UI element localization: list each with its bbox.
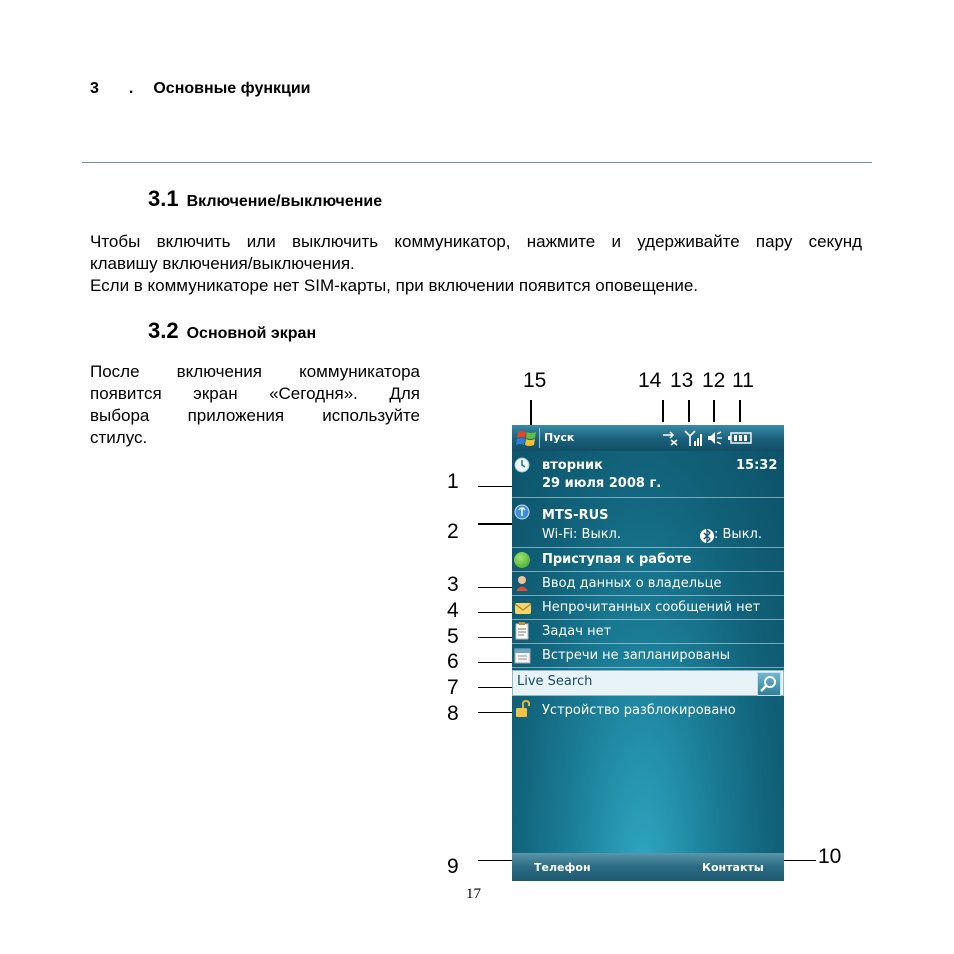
callout-leader — [478, 523, 512, 525]
section-1-paragraph-line1: Чтобы включить или выключить коммуникатор, нажмите и удерживайте пару секунд — [90, 232, 862, 251]
softkey-bar — [512, 853, 784, 881]
chapter-title: Основные функции — [153, 80, 311, 97]
title-separator — [539, 428, 540, 448]
signal-icon[interactable] — [684, 429, 702, 447]
callout-13: 13 — [670, 369, 694, 392]
getting-started-icon — [514, 552, 530, 568]
callout-leader — [713, 400, 715, 422]
live-search-label: Live Search — [517, 674, 593, 689]
day-of-week: вторник — [542, 458, 603, 473]
tasks-row[interactable] — [512, 620, 784, 644]
current-time: 15:32 — [736, 458, 778, 473]
callout-leader — [478, 687, 512, 688]
chapter-dot: . — [128, 80, 134, 97]
message-icon — [514, 600, 532, 615]
callout-leader — [478, 486, 512, 487]
operator-name: MTS-RUS — [542, 508, 609, 523]
tasks-icon — [515, 622, 529, 640]
getting-started-label: Приступая к работе — [542, 552, 692, 567]
callout-14: 14 — [638, 369, 662, 392]
section-1-paragraph-line2: клавишу включения/выключения. — [90, 254, 355, 273]
callout-2: 2 — [447, 520, 459, 543]
callout-leader — [688, 400, 690, 422]
callout-15: 15 — [523, 369, 547, 392]
bluetooth-status[interactable]: : Выкл. — [714, 527, 762, 542]
section-2-heading — [148, 318, 316, 344]
appointments-label: Встречи не запланированы — [542, 648, 730, 663]
network-row[interactable] — [512, 498, 784, 548]
calendar-icon — [514, 647, 531, 664]
callout-11: 11 — [732, 369, 754, 392]
tasks-label: Задач нет — [542, 624, 612, 639]
search-button[interactable] — [757, 672, 781, 696]
section-1-title: Включение/выключение — [186, 193, 383, 210]
section-2-title: Основной экран — [186, 325, 317, 342]
callout-leader — [784, 860, 816, 861]
callout-12: 12 — [702, 369, 726, 392]
callout-9: 9 — [447, 855, 459, 878]
section-1-heading — [148, 186, 382, 212]
section-1-paragraph-2: Если в коммуникаторе нет SIM-карты, при включении появится оповещение. — [90, 276, 699, 295]
section-1-number: 3.1 — [148, 186, 179, 211]
callout-leader — [478, 612, 512, 613]
section-2-line: стилус. — [90, 428, 148, 447]
callout-1: 1 — [447, 470, 459, 493]
page-number: 17 — [466, 886, 481, 902]
callout-4: 4 — [447, 599, 459, 622]
wifi-status[interactable]: Wi-Fi: Выкл. — [542, 527, 622, 542]
title-bar — [512, 425, 784, 451]
owner-info-row[interactable] — [512, 572, 784, 596]
phone-softkey[interactable]: Телефон — [534, 861, 591, 874]
unlocked-padlock-icon — [515, 700, 531, 718]
contacts-softkey[interactable]: Контакты — [702, 861, 764, 874]
chapter-number: 3 — [90, 80, 99, 97]
speaker-icon[interactable] — [706, 430, 724, 446]
section-2-line: появится экран «Сегодня». Для — [90, 384, 420, 403]
network-icon — [514, 504, 530, 520]
current-date: 29 июля 2008 г. — [542, 476, 662, 491]
callout-leader — [478, 587, 512, 588]
start-button[interactable] — [516, 429, 538, 451]
messages-label: Непрочитанных сообщений нет — [542, 600, 761, 615]
today-screen — [512, 425, 784, 881]
clock-icon — [514, 457, 530, 473]
getting-started-row[interactable] — [512, 548, 784, 572]
start-label[interactable]: Пуск — [544, 431, 575, 444]
section-2-line: После включения коммуникатора — [90, 362, 420, 381]
lock-status-row[interactable] — [512, 699, 784, 721]
callout-10: 10 — [818, 845, 842, 868]
search-icon — [758, 673, 780, 695]
callout-leader — [478, 712, 512, 713]
owner-icon — [514, 575, 530, 592]
bluetooth-icon — [700, 528, 714, 544]
battery-icon[interactable] — [728, 432, 752, 444]
callout-6: 6 — [447, 650, 459, 673]
chapter-heading — [90, 80, 311, 98]
messages-row[interactable] — [512, 596, 784, 620]
appointments-row[interactable] — [512, 644, 784, 668]
section-2-line: выбора приложения используйте — [90, 406, 420, 425]
owner-info-label: Ввод данных о владельце — [542, 576, 722, 591]
section-2-number: 3.2 — [148, 318, 179, 343]
lock-status-label: Устройство разблокировано — [542, 703, 736, 718]
callout-7: 7 — [447, 676, 459, 699]
callout-leader — [478, 860, 512, 861]
connectivity-icon[interactable] — [660, 430, 680, 446]
date-row[interactable] — [512, 451, 784, 498]
callout-5: 5 — [447, 625, 459, 648]
callout-leader — [739, 400, 741, 422]
windows-flag-icon — [516, 429, 538, 447]
callout-leader — [478, 637, 512, 638]
section-divider — [82, 162, 872, 163]
callout-8: 8 — [447, 702, 459, 725]
callout-leader — [530, 400, 532, 426]
callout-leader — [478, 662, 512, 663]
callout-3: 3 — [447, 573, 459, 596]
callout-leader — [662, 400, 664, 422]
live-search-field[interactable] — [512, 670, 784, 696]
